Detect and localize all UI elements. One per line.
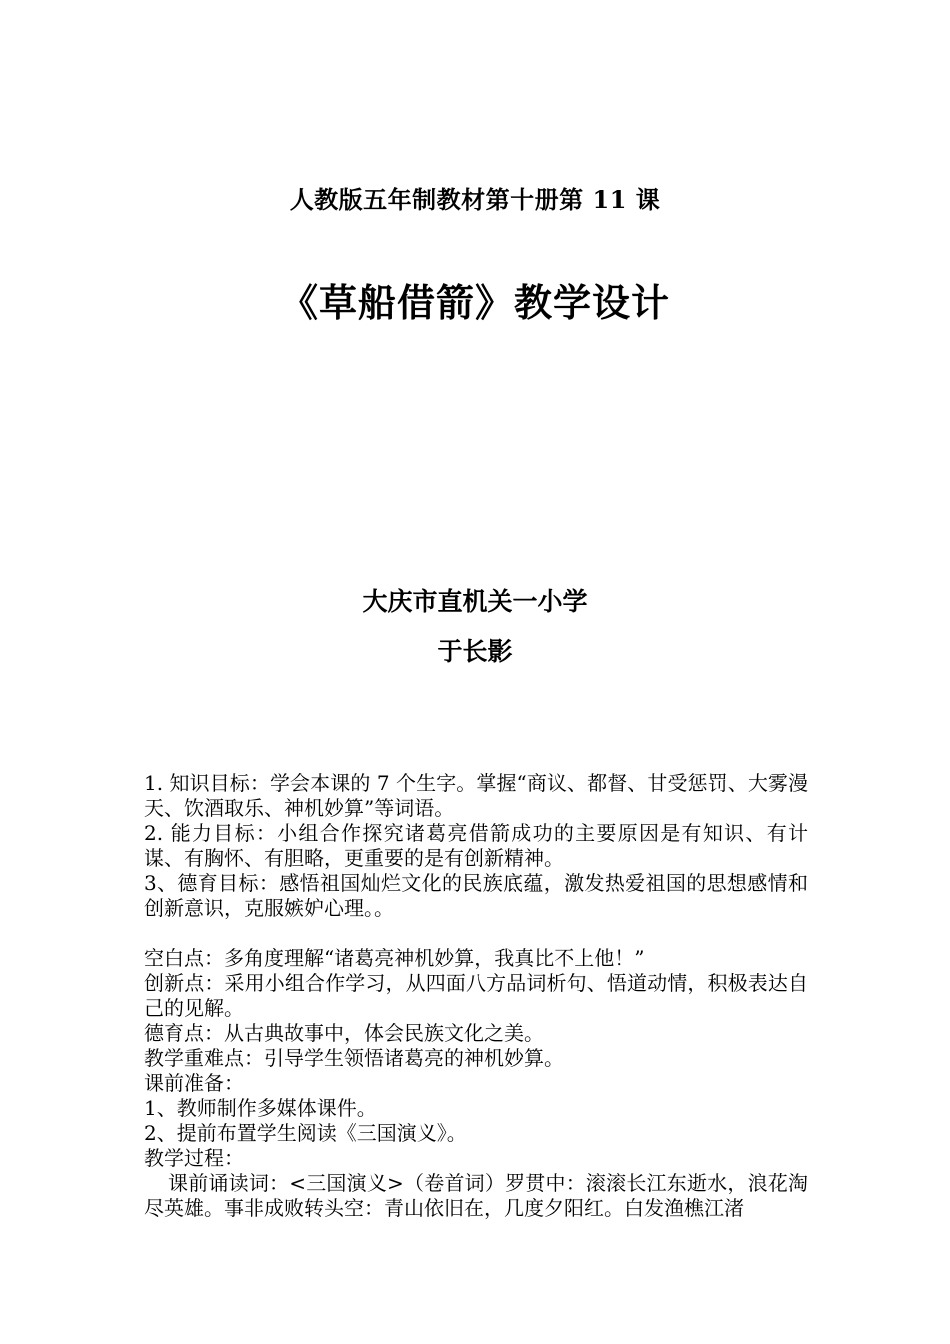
- lesson-subtitle: 人教版五年制教材第十册第 11 课: [289, 185, 661, 214]
- preparation-heading: 课前准备：: [144, 1071, 244, 1095]
- point-key-difficulty: 教学重难点：引导学生领悟诸葛亮的神机妙算。: [144, 1046, 564, 1070]
- objective-knowledge: 1. 知识目标：学会本课的 7 个生字。掌握“商议、都督、甘受惩罚、大雾漫天、饮酒取乐、神机妙算”等词语。: [144, 771, 808, 820]
- point-blank: 空白点：多角度理解“诸葛亮神机妙算，我真比不上他！”: [144, 946, 645, 970]
- author-name: 于长影: [437, 637, 513, 666]
- point-moral: 德育点：从古典故事中，体会民族文化之美。: [144, 1021, 544, 1045]
- preparation-item: 1、教师制作多媒体课件。: [144, 1096, 377, 1120]
- paragraph-gap: [144, 921, 808, 946]
- process-paragraph: 课前诵读词：<三国演义>（卷首词）罗贯中：滚滚长江东逝水，浪花淘尽英雄。事非成败转头空：青山依旧在，几度夕阳红。白发渔樵江渚: [144, 1171, 808, 1220]
- school-name: 大庆市直机关一小学: [362, 587, 588, 616]
- objective-moral: 3、德育目标：感悟祖国灿烂文化的民族底蕴，激发热爱祖国的思想感情和创新意识，克服嫉妒心理。。: [144, 871, 808, 920]
- document-body: [144, 771, 808, 1221]
- point-innovation: 创新点：采用小组合作学习，从四面八方品词析句、悟道动情，积极表达自己的见解。: [144, 971, 808, 1020]
- preparation-item: 2、提前布置学生阅读《三国演义》。: [144, 1121, 467, 1145]
- objective-ability: 2. 能力目标：小组合作探究诸葛亮借箭成功的主要原因是有知识、有计谋、有胸怀、有胆略，更重要的是有创新精神。: [144, 821, 808, 870]
- document-title: 《草船借箭》教学设计: [279, 280, 670, 325]
- process-heading: 教学过程：: [144, 1146, 244, 1170]
